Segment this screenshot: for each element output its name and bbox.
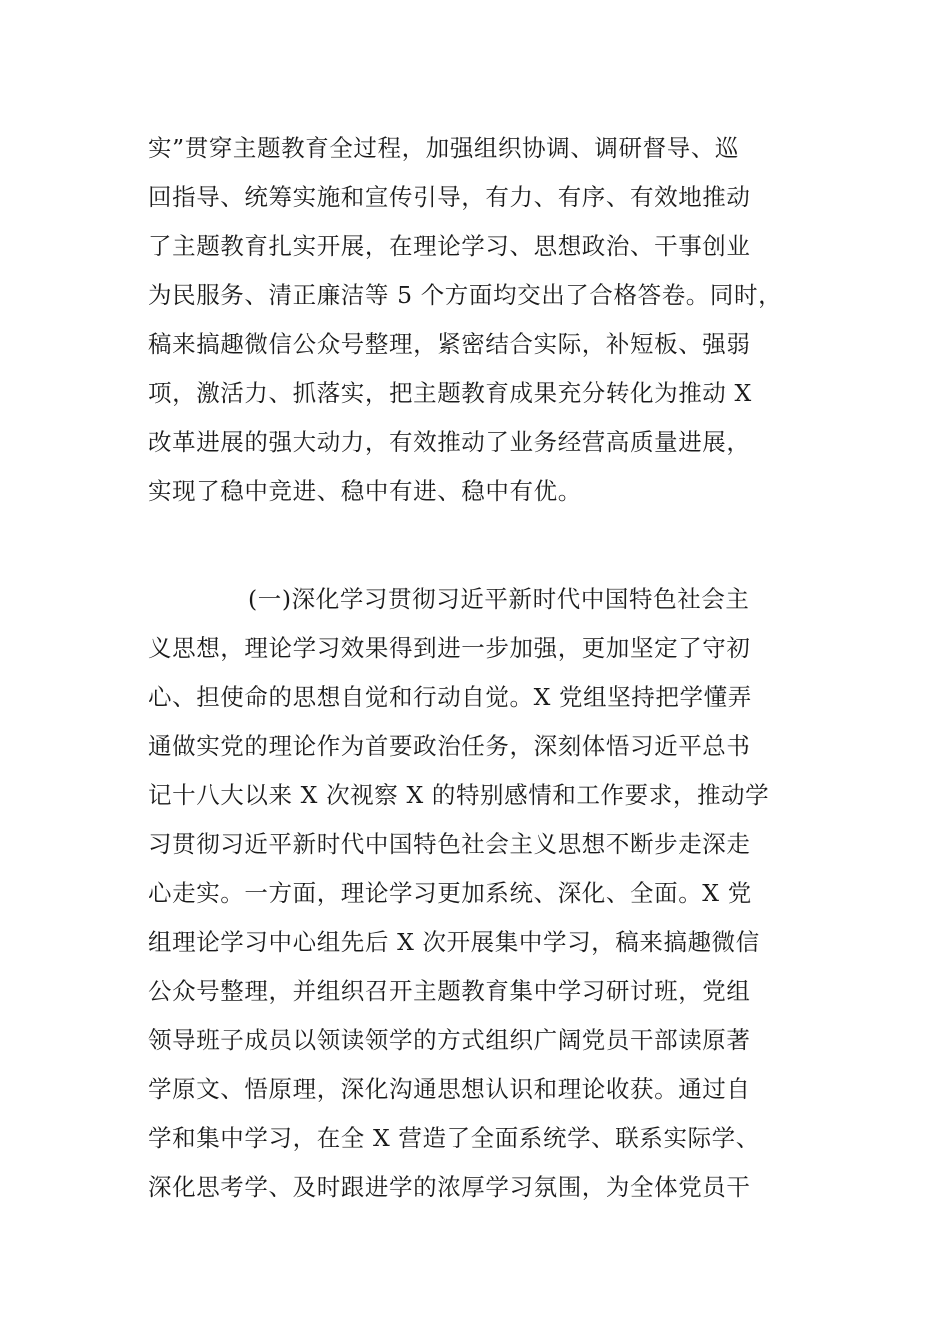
text-line: 为民服务、清正廉洁等 5 个方面均交出了合格答卷。同时，	[148, 281, 783, 309]
section-heading-line: (一)深化学习贯彻习近平新时代中国特色社会主	[248, 585, 750, 613]
text-line: 了主题教育扎实开展，在理论学习、思想政治、干事创业	[148, 232, 751, 260]
text-line: 习贯彻习近平新时代中国特色社会主义思想不断步走深走	[148, 830, 751, 858]
text-line: 学原文、悟原理，深化沟通思想认识和理论收获。通过自	[148, 1075, 751, 1103]
text-line: 领导班子成员以领读领学的方式组织广阔党员干部读原著	[148, 1026, 751, 1054]
paragraph-summary	[148, 124, 828, 516]
text-line: 学和集中学习，在全 X 营造了全面系统学、联系实际学、	[148, 1124, 760, 1152]
text-line: 稿来搞趣微信公众号整理，紧密结合实际，补短板、强弱	[148, 330, 751, 358]
text-line: 公众号整理，并组织召开主题教育集中学习研讨班，党组	[148, 977, 751, 1005]
paragraph-section-1	[148, 575, 828, 1212]
text-line: 通做实党的理论作为首要政治任务，深刻体悟习近平总书	[148, 732, 751, 760]
text-line: 义思想，理论学习效果得到进一步加强，更加坚定了守初	[148, 634, 751, 662]
text-line: 心、担使命的思想自觉和行动自觉。X 党组坚持把学懂弄	[148, 683, 752, 711]
text-line: 项，激活力、抓落实，把主题教育成果充分转化为推动 X	[148, 379, 752, 407]
text-line: 心走实。一方面，理论学习更加系统、深化、全面。X 党	[148, 879, 752, 907]
text-line: 回指导、统筹实施和宣传引导，有力、有序、有效地推动	[148, 183, 751, 211]
text-line: 记十八大以来 X 次视察 X 的特别感情和工作要求，推动学	[148, 781, 770, 809]
text-line: 组理论学习中心组先后 X 次开展集中学习，稿来搞趣微信	[148, 928, 760, 956]
text-line: 改革进展的强大动力，有效推动了业务经营高质量进展，	[148, 428, 751, 456]
text-line: 实现了稳中竞进、稳中有进、稳中有优。	[148, 477, 582, 505]
text-line: 深化思考学、及时跟进学的浓厚学习氛围，为全体党员干	[148, 1173, 751, 1201]
text-line: 实”贯穿主题教育全过程，加强组织协调、调研督导、巡	[148, 134, 740, 162]
